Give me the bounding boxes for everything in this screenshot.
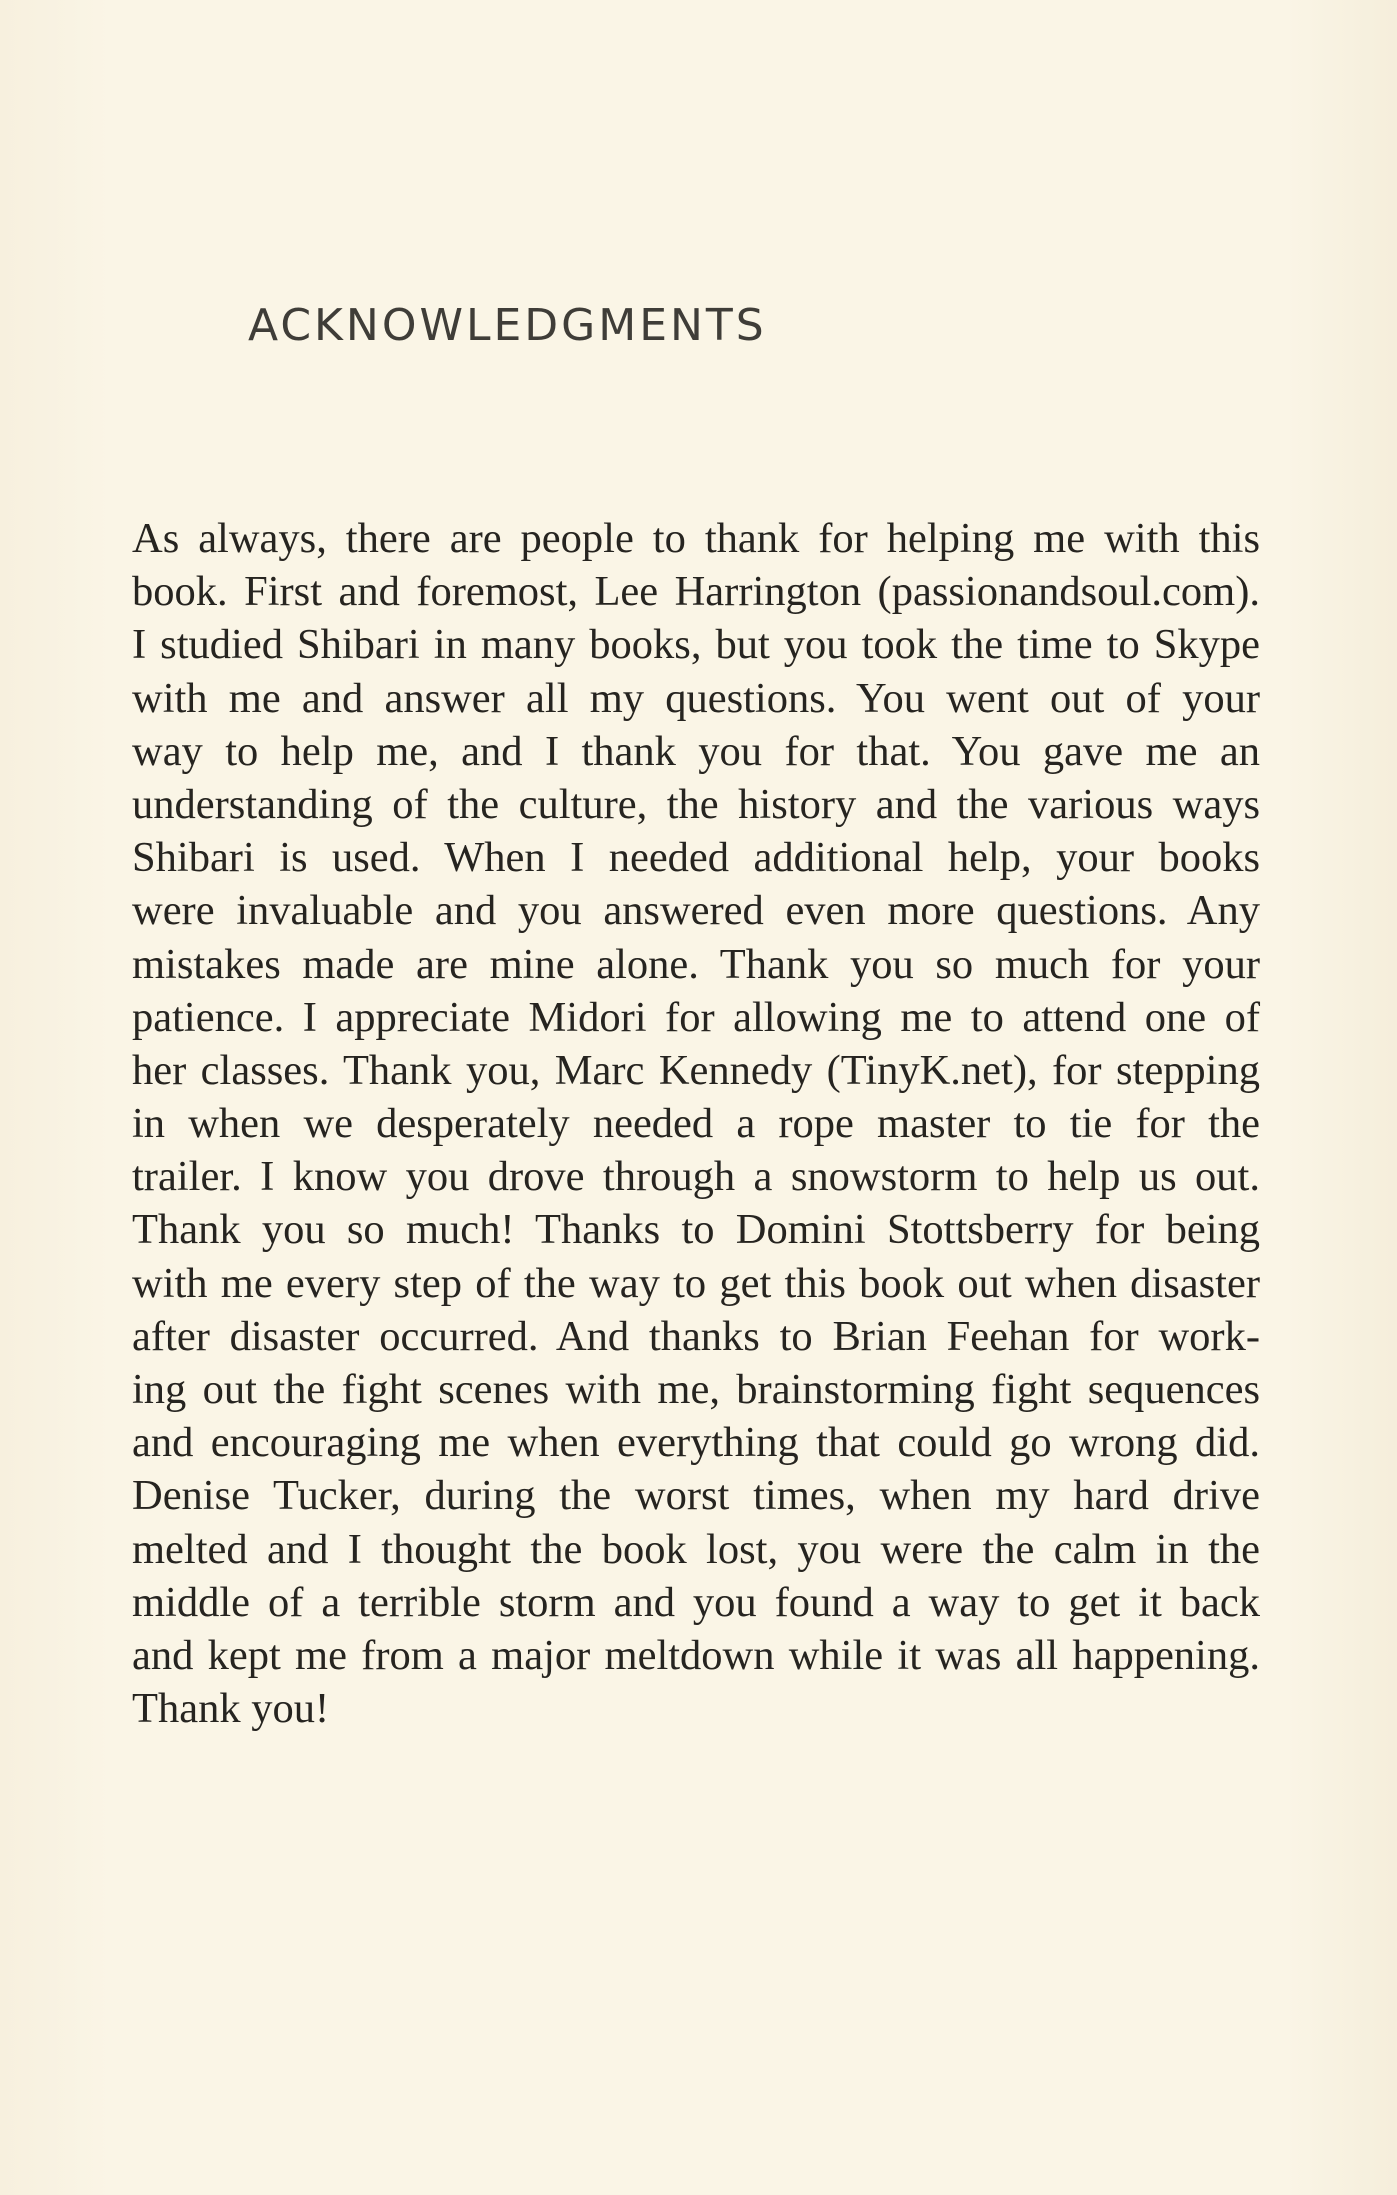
text-line: with me and answer all my questions. You went out of your [132,674,1260,722]
text-line: Denise Tucker, during the worst times, when my hard drive [132,1472,1260,1520]
text-line: I studied Shibari in many books, but you took the time to Skype [132,621,1260,669]
text-line: her classes. Thank you, Marc Kennedy (TinyK.net), for stepping [132,1046,1260,1094]
text-line: understanding of the culture, the history and the various ways [132,780,1260,828]
text-line: in when we desperately needed a rope master to tie for the [132,1100,1260,1148]
text-line: middle of a terrible storm and you found a way to get it back [132,1578,1260,1626]
text-line: melted and I thought the book lost, you were the calm in the [132,1525,1260,1573]
page-heading: ACKNOWLEDGMENTS [248,300,767,351]
text-line: and encouraging me when everything that could go wrong did. [132,1419,1260,1467]
text-line: patience. I appreciate Midori for allowing me to attend one of [132,993,1260,1041]
text-line: way to help me, and I thank you for that. You gave me an [132,727,1260,775]
text-line: As always, there are people to thank for helping me with this [132,515,1260,562]
text-line: and kept me from a major meltdown while it was all happening. [132,1631,1260,1679]
text-line: ing out the fight scenes with me, brainstorming fight sequences [132,1366,1260,1413]
text-line: book. First and foremost, Lee Harrington (passionandsoul.com). [132,568,1260,616]
text-line: trailer. I know you drove through a snowstorm to help us out. [132,1153,1260,1201]
text-line: were invaluable and you answered even more questions. Any [132,887,1260,935]
text-line: Thank you! [132,1685,330,1733]
text-line: Thank you so much! Thanks to Domini Stottsberry for being [132,1206,1260,1254]
text-line: Shibari is used. When I needed additional help, your books [132,834,1260,882]
text-line: after disaster occurred. And thanks to Brian Feehan for work- [132,1312,1260,1360]
text-line: mistakes made are mine alone. Thank you so much for your [132,940,1260,988]
acknowledgments-paragraph [132,512,1260,1735]
text-line: with me every step of the way to get this book out when disaster [132,1259,1260,1307]
